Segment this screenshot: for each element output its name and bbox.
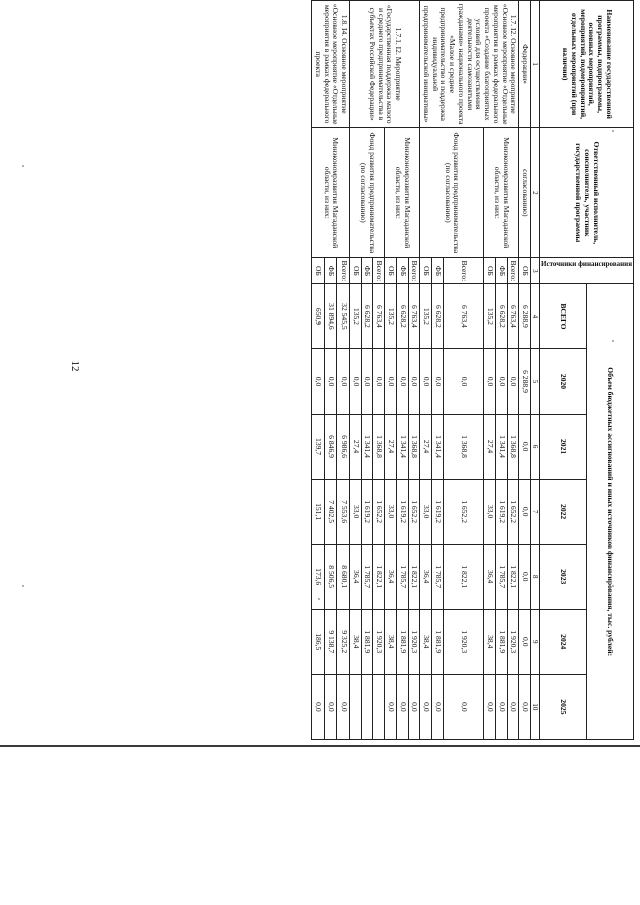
value-cell: 31 894,6 <box>324 284 337 349</box>
index-cell: 6 <box>530 414 539 479</box>
header-year-2021: 2021 <box>540 414 587 479</box>
value-cell: 173,6 <box>312 544 325 609</box>
row-source: Всего: <box>408 258 420 284</box>
value-cell: 0,0 <box>396 674 408 739</box>
value-cell: 0,0 <box>443 349 483 414</box>
value-cell: 0,0 <box>507 349 519 414</box>
rotated-table-area <box>54 0 634 740</box>
value-cell: 0,0 <box>396 349 408 414</box>
row-source: ОБ <box>420 258 432 284</box>
value-cell: 1 368,8 <box>507 414 519 479</box>
index-cell: 7 <box>530 479 539 544</box>
value-cell: 1 881,9 <box>361 609 373 674</box>
value-cell: 1 341,4 <box>396 414 408 479</box>
value-cell: 1 920,3 <box>507 609 519 674</box>
row-source: ФБ <box>432 258 444 284</box>
header-year-2024: 2024 <box>540 609 587 674</box>
row-source: ОБ <box>385 258 397 284</box>
value-cell: 0,0 <box>312 674 325 739</box>
value-cell: 0,0 <box>443 674 483 739</box>
value-cell: 0,0 <box>324 674 337 739</box>
table-row <box>519 1 531 740</box>
index-cell: 2 <box>530 128 539 258</box>
value-cell: 1 341,4 <box>432 414 444 479</box>
header-name-column: Наименование государственной программы, подпрограммы, основных мероприятий, мероприятий, подмероприятий, отдельных мероприятий (при наличии) <box>540 1 634 128</box>
header-year-2020: 2020 <box>540 349 587 414</box>
row-source: ОБ <box>350 258 362 284</box>
value-cell: 186,5 <box>312 609 325 674</box>
value-cell <box>350 674 362 739</box>
value-cell: 6 628,2 <box>396 284 408 349</box>
row-source: ФБ <box>361 258 373 284</box>
value-cell: 6 288,9 <box>519 349 531 414</box>
value-cell: 0,0 <box>324 349 337 414</box>
value-cell: 1 822,1 <box>408 544 420 609</box>
value-cell: 0,0 <box>408 674 420 739</box>
block-responsible: Минэкономразвития Магаданской области, из них: <box>312 128 350 258</box>
table-row <box>507 1 519 740</box>
header-source-label: Источники финансирования <box>541 260 632 269</box>
block-name: 1.7. I2. Основное мероприятие «Основное мероприятие «Отдельные мероприятия в рамках федерального проекта «Создание благоприятных условий для осуществления деятельности самозанятыми гражданами» национального проекта «Малое и среднее предпринимательство и поддержка индивидуальной предпринимательской инициативы» <box>420 1 519 128</box>
value-cell: 36,4 <box>420 544 432 609</box>
row-name: Федерации» <box>519 1 531 128</box>
value-cell: 0,0 <box>519 544 531 609</box>
index-cell: 8 <box>530 544 539 609</box>
value-cell: 1 652,2 <box>507 479 519 544</box>
header-year-2023: 2023 <box>540 544 587 609</box>
value-cell: 0,0 <box>420 349 432 414</box>
value-cell: 33,0 <box>385 479 397 544</box>
row-source: Всего: <box>337 258 350 284</box>
value-cell: 6 763,4 <box>443 284 483 349</box>
value-cell: 1 341,4 <box>495 414 507 479</box>
value-cell: 8 506,5 <box>324 544 337 609</box>
value-cell: 6 628,2 <box>495 284 507 349</box>
value-cell: 0,0 <box>495 349 507 414</box>
value-cell: 32 545,5 <box>337 284 350 349</box>
value-cell: 0,0 <box>519 674 531 739</box>
row-source: ФБ <box>324 258 337 284</box>
value-cell: 0,0 <box>507 674 519 739</box>
block-responsible: Минэкономразвития Магаданской области, из них: <box>484 128 519 258</box>
value-cell: 6 763,4 <box>507 284 519 349</box>
block-responsible: Фонд развития предпринимательства (по согласованию) <box>420 128 484 258</box>
value-cell: 27,4 <box>385 414 397 479</box>
value-cell: 27,4 <box>350 414 362 479</box>
value-cell: 33,0 <box>420 479 432 544</box>
row-source: Всего: <box>443 258 483 284</box>
block-responsible: Фонд развития предпринимательства (по согласованию) <box>350 128 385 258</box>
value-cell: 650,9 <box>312 284 325 349</box>
row-source: ФБ <box>495 258 507 284</box>
value-cell: 38,4 <box>420 609 432 674</box>
value-cell: 1 652,2 <box>443 479 483 544</box>
value-cell: 1 368,8 <box>408 414 420 479</box>
value-cell: 0,0 <box>519 479 531 544</box>
header-year-2022: 2022 <box>540 479 587 544</box>
value-cell: 38,4 <box>350 609 362 674</box>
value-cell: 33,0 <box>350 479 362 544</box>
value-cell: 36,4 <box>350 544 362 609</box>
header-responsible-column: Ответственный исполнитель, соисполнитель, участник государственной программы <box>540 128 634 258</box>
table-row <box>337 1 350 740</box>
table-row <box>408 1 420 740</box>
value-cell: 0,0 <box>432 674 444 739</box>
value-cell: 0,0 <box>495 674 507 739</box>
value-cell: 27,4 <box>420 414 432 479</box>
header-year-total: ВСЕГО <box>540 284 587 349</box>
value-cell: 0,0 <box>420 674 432 739</box>
value-cell: 1 368,8 <box>373 414 385 479</box>
value-cell: 33,0 <box>484 479 496 544</box>
value-cell: 6 763,4 <box>408 284 420 349</box>
value-cell: 38,4 <box>385 609 397 674</box>
value-cell: 0,0 <box>373 349 385 414</box>
row-source: ОБ <box>484 258 496 284</box>
value-cell: 1 785,7 <box>396 544 408 609</box>
row-source: ОБ <box>519 258 531 284</box>
value-cell: 0,0 <box>484 349 496 414</box>
scan-speck <box>22 585 24 587</box>
value-cell: 1 881,9 <box>495 609 507 674</box>
value-cell: 1 920,3 <box>373 609 385 674</box>
value-cell: 0,0 <box>432 349 444 414</box>
index-cell: 1 <box>530 1 539 128</box>
value-cell: 36,4 <box>385 544 397 609</box>
value-cell: 0,0 <box>408 349 420 414</box>
page-number: 12 <box>69 360 81 372</box>
value-cell <box>361 674 373 739</box>
value-cell: 9 138,7 <box>324 609 337 674</box>
value-cell: 1 368,8 <box>443 414 483 479</box>
row-source: Всего: <box>507 258 519 284</box>
scan-speck <box>22 165 24 167</box>
header-source-column <box>540 258 634 284</box>
value-cell: 135,2 <box>484 284 496 349</box>
value-cell: 1 652,2 <box>408 479 420 544</box>
value-cell: 7 553,6 <box>337 479 350 544</box>
value-cell: 1 619,2 <box>432 479 444 544</box>
value-cell: 1 822,1 <box>373 544 385 609</box>
value-cell: 1 920,3 <box>408 609 420 674</box>
value-cell: 6 628,2 <box>361 284 373 349</box>
value-cell: 1 619,2 <box>495 479 507 544</box>
value-cell: 0,0 <box>337 349 350 414</box>
value-cell: 1 785,7 <box>432 544 444 609</box>
value-cell: 1 822,1 <box>507 544 519 609</box>
value-cell: 1 920,3 <box>443 609 483 674</box>
block-name: 1.8. I4. Основное мероприятие «Основное мероприятие «Отдельные мероприятия в рамках федерального проекта <box>312 1 350 128</box>
block-name: 1.7.1. I2. Мероприятие «Государственная поддержка малого и среднего предпринимательства в субъектах Российской Федерации» <box>350 1 420 128</box>
value-cell: 151,1 <box>312 479 325 544</box>
value-cell: 1 881,9 <box>396 609 408 674</box>
row-source: ОБ <box>312 258 325 284</box>
value-cell: 6 763,4 <box>373 284 385 349</box>
table-container <box>54 0 634 740</box>
index-cell: 5 <box>530 349 539 414</box>
value-cell: 9 325,2 <box>337 609 350 674</box>
value-cell: 135,2 <box>350 284 362 349</box>
value-cell: 1 822,1 <box>443 544 483 609</box>
index-cell: 9 <box>530 609 539 674</box>
row-source: ФБ <box>396 258 408 284</box>
value-cell <box>373 674 385 739</box>
value-cell: 0,0 <box>337 674 350 739</box>
funding-table <box>311 0 634 740</box>
value-cell: 0,0 <box>519 414 531 479</box>
value-cell: 1 785,7 <box>495 544 507 609</box>
value-cell: 1 619,2 <box>396 479 408 544</box>
value-cell: 0,0 <box>385 674 397 739</box>
value-cell: 6 288,9 <box>519 284 531 349</box>
value-cell: 6 986,6 <box>337 414 350 479</box>
value-cell: 1 785,7 <box>361 544 373 609</box>
value-cell: 0,0 <box>484 674 496 739</box>
block-responsible: Минэкономразвития Магаданской области, из них: <box>385 128 420 258</box>
index-cell: 4 <box>530 284 539 349</box>
value-cell: 38,4 <box>484 609 496 674</box>
header-year-2025: 2025 <box>540 674 587 739</box>
index-cell: 10 <box>530 674 539 739</box>
value-cell: 7 402,5 <box>324 479 337 544</box>
value-cell: 0,0 <box>361 349 373 414</box>
value-cell: 6 846,9 <box>324 414 337 479</box>
value-cell: 1 341,4 <box>361 414 373 479</box>
value-cell: 36,4 <box>484 544 496 609</box>
value-cell: 139,7 <box>312 414 325 479</box>
value-cell: 27,4 <box>484 414 496 479</box>
value-cell: 8 680,1 <box>337 544 350 609</box>
index-cell: 3 <box>530 258 539 284</box>
scan-edge-line <box>0 745 640 747</box>
value-cell: 0,0 <box>519 609 531 674</box>
row-source: Всего: <box>373 258 385 284</box>
header-funding-group: Объем бюджетных ассигнований и иных источников финансирования, тыс. рублей: <box>587 284 634 740</box>
value-cell: 135,2 <box>420 284 432 349</box>
value-cell: 6 628,2 <box>432 284 444 349</box>
value-cell: 0,0 <box>385 349 397 414</box>
value-cell: 0,0 <box>350 349 362 414</box>
value-cell: 135,2 <box>385 284 397 349</box>
row-responsible: согласованию) <box>519 128 531 258</box>
value-cell: 1 652,2 <box>373 479 385 544</box>
value-cell: 1 881,9 <box>432 609 444 674</box>
column-index-row <box>530 1 539 740</box>
value-cell: 0,0 <box>312 349 325 414</box>
value-cell: 1 619,2 <box>361 479 373 544</box>
